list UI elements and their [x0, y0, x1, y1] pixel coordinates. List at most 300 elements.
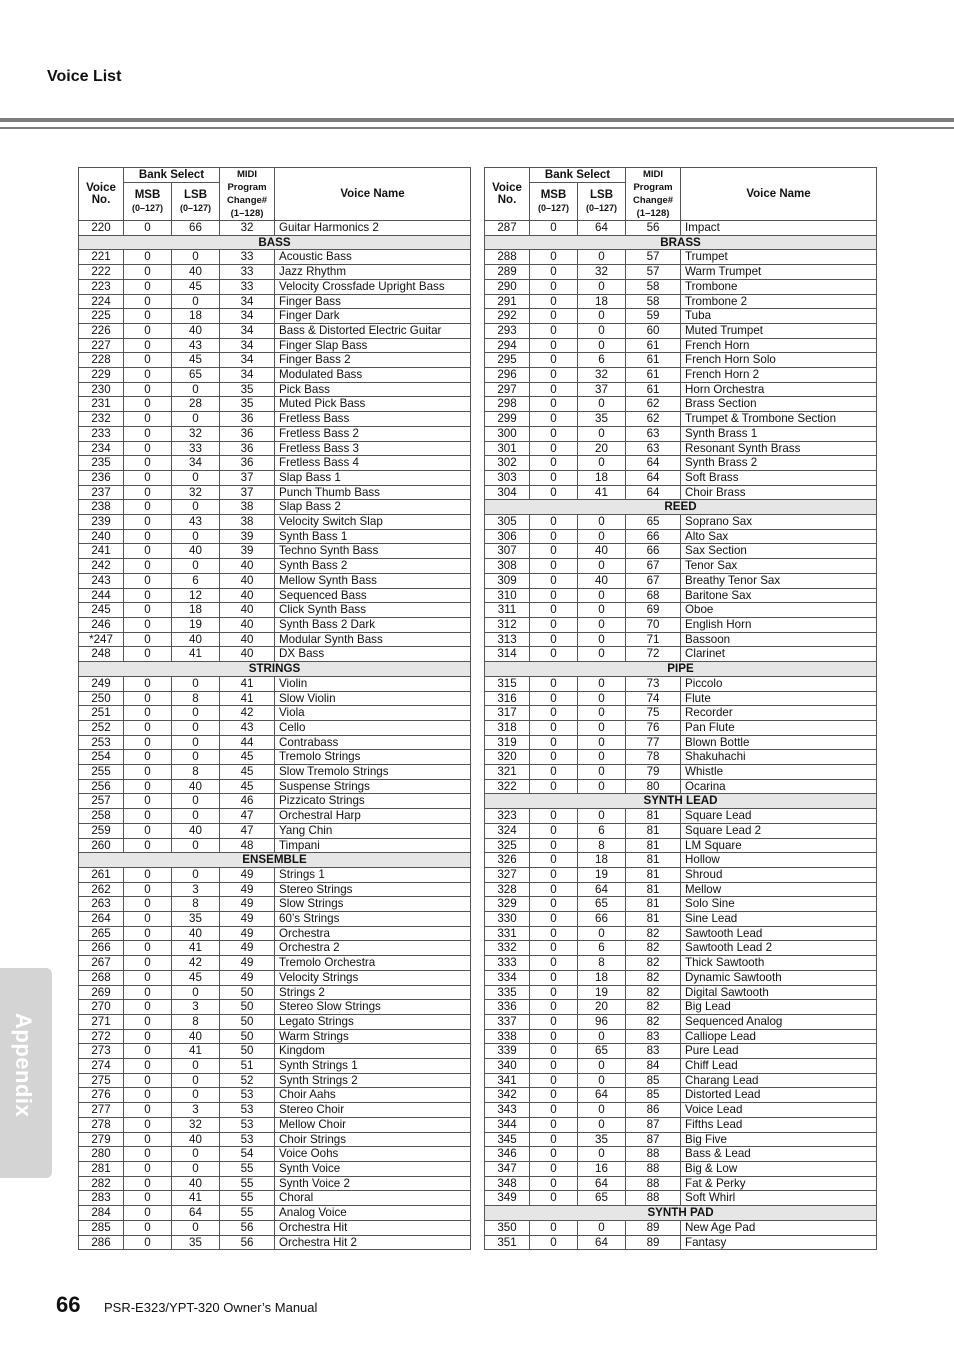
voice-no-header: Voice No. [485, 168, 530, 221]
voice-name-cell: Fretless Bass 2 [275, 426, 471, 441]
lsb-cell: 40 [172, 926, 220, 941]
voice-name-cell: Modular Synth Bass [275, 632, 471, 647]
lsb-cell: 0 [578, 279, 626, 294]
program-change-cell: 49 [220, 926, 275, 941]
voice-no-cell: 348 [485, 1176, 530, 1191]
program-change-cell: 56 [626, 221, 681, 236]
table-row [485, 1000, 877, 1015]
table-row [79, 382, 471, 397]
voice-no-cell: 246 [79, 617, 124, 632]
bank-select-header: Bank Select [530, 168, 626, 183]
msb-header: MSB (0–127) [124, 183, 172, 221]
msb-cell: 0 [124, 1000, 172, 1015]
lsb-cell: 64 [578, 882, 626, 897]
table-row [79, 1147, 471, 1162]
program-change-cell: 58 [626, 294, 681, 309]
program-change-cell: 39 [220, 544, 275, 559]
voice-name-cell: Square Lead 2 [681, 823, 877, 838]
voice-no-cell: 350 [485, 1220, 530, 1235]
voice-name-cell: Suspense Strings [275, 779, 471, 794]
voice-no-cell: 233 [79, 426, 124, 441]
msb-cell: 0 [530, 617, 578, 632]
msb-cell: 0 [124, 1014, 172, 1029]
voice-no-cell: 287 [485, 221, 530, 236]
appendix-tab-label: Appendix [11, 1013, 36, 1118]
program-change-cell: 81 [626, 882, 681, 897]
voice-name-cell: Resonant Synth Brass [681, 441, 877, 456]
voice-no-cell: 335 [485, 985, 530, 1000]
lsb-cell: 32 [172, 485, 220, 500]
lsb-cell: 35 [578, 412, 626, 427]
msb-cell: 0 [124, 573, 172, 588]
program-change-cell: 33 [220, 265, 275, 280]
voice-no-cell: 346 [485, 1147, 530, 1162]
category-label: BASS [79, 235, 471, 250]
table-row [79, 250, 471, 265]
lsb-cell: 0 [172, 294, 220, 309]
msb-cell: 0 [530, 676, 578, 691]
voice-no-cell: 260 [79, 838, 124, 853]
lsb-cell: 64 [578, 1088, 626, 1103]
lsb-cell: 0 [578, 779, 626, 794]
msb-cell: 0 [124, 706, 172, 721]
lsb-cell: 0 [578, 926, 626, 941]
lsb-cell: 33 [172, 441, 220, 456]
program-change-cell: 56 [220, 1235, 275, 1250]
program-change-cell: 55 [220, 1176, 275, 1191]
voice-name-cell: Finger Slap Bass [275, 338, 471, 353]
lsb-cell: 0 [578, 1103, 626, 1118]
table-row [79, 867, 471, 882]
msb-cell: 0 [530, 706, 578, 721]
table-row [485, 1176, 877, 1191]
voice-no-cell: 221 [79, 250, 124, 265]
lsb-cell: 8 [172, 691, 220, 706]
msb-cell: 0 [530, 1059, 578, 1074]
voice-name-cell: French Horn 2 [681, 368, 877, 383]
program-change-cell: 50 [220, 1029, 275, 1044]
msb-cell: 0 [530, 985, 578, 1000]
program-change-cell: 61 [626, 382, 681, 397]
table-row [79, 353, 471, 368]
table-row [79, 603, 471, 618]
table-row [485, 1162, 877, 1177]
voice-name-cell: Choir Aahs [275, 1088, 471, 1103]
msb-cell: 0 [530, 1073, 578, 1088]
program-change-cell: 38 [220, 500, 275, 515]
category-label: SYNTH LEAD [485, 794, 877, 809]
lsb-cell: 0 [578, 515, 626, 530]
msb-cell: 0 [124, 1162, 172, 1177]
voice-name-cell: Recorder [681, 706, 877, 721]
voice-name-cell: Choral [275, 1191, 471, 1206]
msb-cell: 0 [124, 559, 172, 574]
lsb-cell: 19 [578, 985, 626, 1000]
lsb-cell: 0 [172, 1059, 220, 1074]
table-row [485, 956, 877, 971]
voice-name-cell: New Age Pad [681, 1220, 877, 1235]
msb-cell: 0 [124, 279, 172, 294]
voice-no-cell: 318 [485, 720, 530, 735]
voice-no-cell: 240 [79, 529, 124, 544]
voice-no-cell: 281 [79, 1162, 124, 1177]
voice-name-cell: Bass & Lead [681, 1147, 877, 1162]
voice-name-cell: DX Bass [275, 647, 471, 662]
voice-name-cell: Charang Lead [681, 1073, 877, 1088]
table-row [79, 265, 471, 280]
voice-name-cell: Tenor Sax [681, 559, 877, 574]
table-row [485, 250, 877, 265]
msb-cell: 0 [124, 691, 172, 706]
voice-no-cell: 331 [485, 926, 530, 941]
voice-name-cell: French Horn Solo [681, 353, 877, 368]
program-change-cell: 75 [626, 706, 681, 721]
msb-cell: 0 [530, 515, 578, 530]
msb-cell: 0 [124, 368, 172, 383]
voice-no-cell: 306 [485, 529, 530, 544]
voice-name-cell: Synth Voice [275, 1162, 471, 1177]
voice-no-cell: 262 [79, 882, 124, 897]
voice-no-cell: 295 [485, 353, 530, 368]
lsb-cell: 66 [172, 221, 220, 236]
program-change-cell: 45 [220, 765, 275, 780]
lsb-cell: 6 [578, 941, 626, 956]
lsb-cell: 65 [578, 1191, 626, 1206]
program-change-cell: 87 [626, 1117, 681, 1132]
table-row [485, 265, 877, 280]
category-row [485, 235, 877, 250]
msb-cell: 0 [530, 823, 578, 838]
voice-name-cell: Calliope Lead [681, 1029, 877, 1044]
program-change-cell: 88 [626, 1147, 681, 1162]
lsb-cell: 40 [172, 323, 220, 338]
voice-name-cell: Soft Whirl [681, 1191, 877, 1206]
voice-no-cell: 271 [79, 1014, 124, 1029]
voice-name-cell: Shroud [681, 867, 877, 882]
voice-no-cell: 307 [485, 544, 530, 559]
lsb-cell: 0 [172, 838, 220, 853]
voice-no-cell: 266 [79, 941, 124, 956]
lsb-cell: 0 [578, 750, 626, 765]
program-change-cell: 63 [626, 441, 681, 456]
program-change-cell: 36 [220, 412, 275, 427]
lsb-cell: 0 [578, 1073, 626, 1088]
voice-name-cell: Synth Strings 2 [275, 1073, 471, 1088]
lsb-cell: 0 [172, 412, 220, 427]
lsb-cell: 43 [172, 515, 220, 530]
lsb-cell: 0 [172, 1162, 220, 1177]
program-change-cell: 50 [220, 1044, 275, 1059]
msb-cell: 0 [124, 441, 172, 456]
voice-no-cell: 323 [485, 809, 530, 824]
program-change-cell: 58 [626, 279, 681, 294]
table-row [79, 691, 471, 706]
program-change-cell: 69 [626, 603, 681, 618]
voice-name-cell: Finger Bass [275, 294, 471, 309]
msb-cell: 0 [124, 426, 172, 441]
table-row [79, 338, 471, 353]
table-row [79, 485, 471, 500]
table-row [485, 853, 877, 868]
table-row [79, 882, 471, 897]
voice-name-cell: Sine Lead [681, 912, 877, 927]
table-row [485, 1220, 877, 1235]
msb-cell: 0 [124, 912, 172, 927]
msb-cell: 0 [124, 221, 172, 236]
table-row [79, 809, 471, 824]
voice-name-cell: Acoustic Bass [275, 250, 471, 265]
msb-cell: 0 [124, 897, 172, 912]
msb-cell: 0 [124, 588, 172, 603]
table-row [79, 323, 471, 338]
lsb-cell: 0 [578, 632, 626, 647]
voice-name-cell: Velocity Crossfade Upright Bass [275, 279, 471, 294]
table-row [485, 1117, 877, 1132]
voice-no-cell: 232 [79, 412, 124, 427]
voice-name-cell: Analog Voice [275, 1206, 471, 1221]
table-row [79, 588, 471, 603]
manual-title: PSR-E323/YPT-320 Owner’s Manual [104, 1300, 318, 1315]
lsb-cell: 0 [578, 323, 626, 338]
voice-name-cell: Sawtooth Lead 2 [681, 941, 877, 956]
program-change-cell: 53 [220, 1103, 275, 1118]
msb-cell: 0 [530, 485, 578, 500]
voice-no-cell: 276 [79, 1088, 124, 1103]
table-row [485, 1059, 877, 1074]
category-label: ENSEMBLE [79, 853, 471, 868]
table-row [485, 1044, 877, 1059]
table-row [485, 588, 877, 603]
program-change-cell: 81 [626, 853, 681, 868]
table-row [79, 309, 471, 324]
lsb-cell: 0 [578, 397, 626, 412]
table-row [485, 779, 877, 794]
voice-name-cell: Bassoon [681, 632, 877, 647]
voice-list-table-left [78, 167, 471, 1250]
msb-cell: 0 [124, 794, 172, 809]
table-row [485, 882, 877, 897]
program-change-cell: 81 [626, 912, 681, 927]
lsb-cell: 0 [172, 809, 220, 824]
voice-name-cell: Tuba [681, 309, 877, 324]
msb-cell: 0 [124, 632, 172, 647]
voice-name-cell: Sawtooth Lead [681, 926, 877, 941]
voice-name-cell: Techno Synth Bass [275, 544, 471, 559]
msb-cell: 0 [124, 1088, 172, 1103]
voice-no-cell: 315 [485, 676, 530, 691]
voice-no-cell: 332 [485, 941, 530, 956]
lsb-cell: 0 [578, 529, 626, 544]
voice-no-cell: 241 [79, 544, 124, 559]
voice-no-cell: 316 [485, 691, 530, 706]
voice-no-cell: 304 [485, 485, 530, 500]
table-row [79, 1162, 471, 1177]
program-change-cell: 70 [626, 617, 681, 632]
lsb-cell: 0 [578, 809, 626, 824]
table-row [485, 676, 877, 691]
msb-cell: 0 [124, 1147, 172, 1162]
table-row [485, 279, 877, 294]
voice-no-cell: 285 [79, 1220, 124, 1235]
msb-cell: 0 [530, 1147, 578, 1162]
program-change-cell: 41 [220, 676, 275, 691]
msb-cell: 0 [530, 1029, 578, 1044]
appendix-tab[interactable] [0, 968, 52, 1178]
voice-name-cell: Warm Trumpet [681, 265, 877, 280]
program-change-cell: 85 [626, 1073, 681, 1088]
table-row [79, 426, 471, 441]
voice-name-cell: Dynamic Sawtooth [681, 970, 877, 985]
msb-cell: 0 [530, 647, 578, 662]
table-row [79, 1103, 471, 1118]
voice-no-cell: 349 [485, 1191, 530, 1206]
voice-name-cell: Velocity Strings [275, 970, 471, 985]
table-row [79, 1191, 471, 1206]
table-row [79, 573, 471, 588]
voice-name-cell: Fretless Bass [275, 412, 471, 427]
voice-no-cell: 329 [485, 897, 530, 912]
program-change-cell: 34 [220, 309, 275, 324]
voice-no-cell: 286 [79, 1235, 124, 1250]
lsb-cell: 0 [578, 676, 626, 691]
program-change-cell: 33 [220, 279, 275, 294]
msb-cell: 0 [124, 456, 172, 471]
voice-name-cell: Piccolo [681, 676, 877, 691]
voice-no-cell: 258 [79, 809, 124, 824]
voice-no-cell: 301 [485, 441, 530, 456]
voice-no-cell: 274 [79, 1059, 124, 1074]
table-row [485, 985, 877, 1000]
msb-cell: 0 [530, 765, 578, 780]
program-change-cell: 87 [626, 1132, 681, 1147]
program-change-cell: 63 [626, 426, 681, 441]
voice-no-cell: 338 [485, 1029, 530, 1044]
lsb-cell: 3 [172, 1000, 220, 1015]
page-number: 66 [56, 1292, 81, 1317]
msb-cell: 0 [530, 1191, 578, 1206]
msb-cell: 0 [530, 1014, 578, 1029]
voice-name-cell: Finger Dark [275, 309, 471, 324]
program-change-cell: 34 [220, 353, 275, 368]
program-change-cell: 33 [220, 250, 275, 265]
msb-cell: 0 [124, 544, 172, 559]
lsb-cell: 64 [172, 1206, 220, 1221]
lsb-cell: 40 [172, 1029, 220, 1044]
table-row [485, 529, 877, 544]
voice-name-cell: Flute [681, 691, 877, 706]
voice-no-cell: 279 [79, 1132, 124, 1147]
program-change-cell: 47 [220, 809, 275, 824]
voice-no-cell: 303 [485, 470, 530, 485]
voice-no-cell: 309 [485, 573, 530, 588]
program-change-cell: 50 [220, 1000, 275, 1015]
voice-no-cell: 277 [79, 1103, 124, 1118]
lsb-cell: 0 [578, 691, 626, 706]
voice-no-cell: 351 [485, 1235, 530, 1250]
category-row [79, 662, 471, 677]
voice-no-cell: 325 [485, 838, 530, 853]
voice-no-cell: 272 [79, 1029, 124, 1044]
msb-cell: 0 [530, 294, 578, 309]
voice-name-cell: Sequenced Analog [681, 1014, 877, 1029]
voice-no-cell: 237 [79, 485, 124, 500]
voice-name-cell: Thick Sawtooth [681, 956, 877, 971]
voice-no-cell: 234 [79, 441, 124, 456]
lsb-cell: 65 [578, 1044, 626, 1059]
voice-name-cell: Slap Bass 1 [275, 470, 471, 485]
voice-name-cell: Modulated Bass [275, 368, 471, 383]
voice-no-cell: 280 [79, 1147, 124, 1162]
voice-no-cell: 314 [485, 647, 530, 662]
msb-cell: 0 [530, 1132, 578, 1147]
msb-cell: 0 [530, 426, 578, 441]
table-row [79, 441, 471, 456]
table-row [485, 632, 877, 647]
msb-cell: 0 [124, 1073, 172, 1088]
lsb-cell: 43 [172, 338, 220, 353]
lsb-cell: 45 [172, 353, 220, 368]
voice-name-cell: Brass Section [681, 397, 877, 412]
lsb-cell: 8 [172, 897, 220, 912]
voice-list-body-right [485, 221, 877, 1250]
voice-no-cell: 337 [485, 1014, 530, 1029]
msb-cell: 0 [530, 221, 578, 236]
msb-cell: 0 [530, 1220, 578, 1235]
msb-cell: 0 [530, 588, 578, 603]
voice-name-cell: Kingdom [275, 1044, 471, 1059]
table-row [485, 750, 877, 765]
voice-no-cell: 261 [79, 867, 124, 882]
program-change-cell: 82 [626, 985, 681, 1000]
program-change-cell: 88 [626, 1176, 681, 1191]
voice-name-cell: Cello [275, 720, 471, 735]
voice-no-cell: 297 [485, 382, 530, 397]
lsb-cell: 35 [578, 1132, 626, 1147]
lsb-cell: 0 [172, 470, 220, 485]
msb-cell: 0 [124, 397, 172, 412]
table-row [485, 912, 877, 927]
voice-no-cell: 265 [79, 926, 124, 941]
program-change-cell: 36 [220, 426, 275, 441]
voice-name-cell: Fretless Bass 3 [275, 441, 471, 456]
table-row [485, 838, 877, 853]
voice-no-cell: 311 [485, 603, 530, 618]
table-row [79, 985, 471, 1000]
voice-name-cell: Shakuhachi [681, 750, 877, 765]
table-row [79, 1117, 471, 1132]
table-row [79, 412, 471, 427]
msb-cell: 0 [530, 632, 578, 647]
table-row [79, 1014, 471, 1029]
msb-cell: 0 [124, 603, 172, 618]
msb-cell: 0 [124, 750, 172, 765]
voice-name-cell: Soft Brass [681, 470, 877, 485]
program-change-cell: 62 [626, 397, 681, 412]
lsb-cell: 0 [578, 1147, 626, 1162]
program-change-cell: 41 [220, 691, 275, 706]
msb-cell: 0 [124, 1220, 172, 1235]
table-row [485, 573, 877, 588]
voice-no-cell: 231 [79, 397, 124, 412]
category-row [79, 853, 471, 868]
table-row [485, 485, 877, 500]
lsb-cell: 64 [578, 1176, 626, 1191]
table-row [79, 294, 471, 309]
lsb-cell: 20 [578, 441, 626, 456]
msb-cell: 0 [124, 338, 172, 353]
voice-name-cell: Contrabass [275, 735, 471, 750]
table-row [485, 1103, 877, 1118]
